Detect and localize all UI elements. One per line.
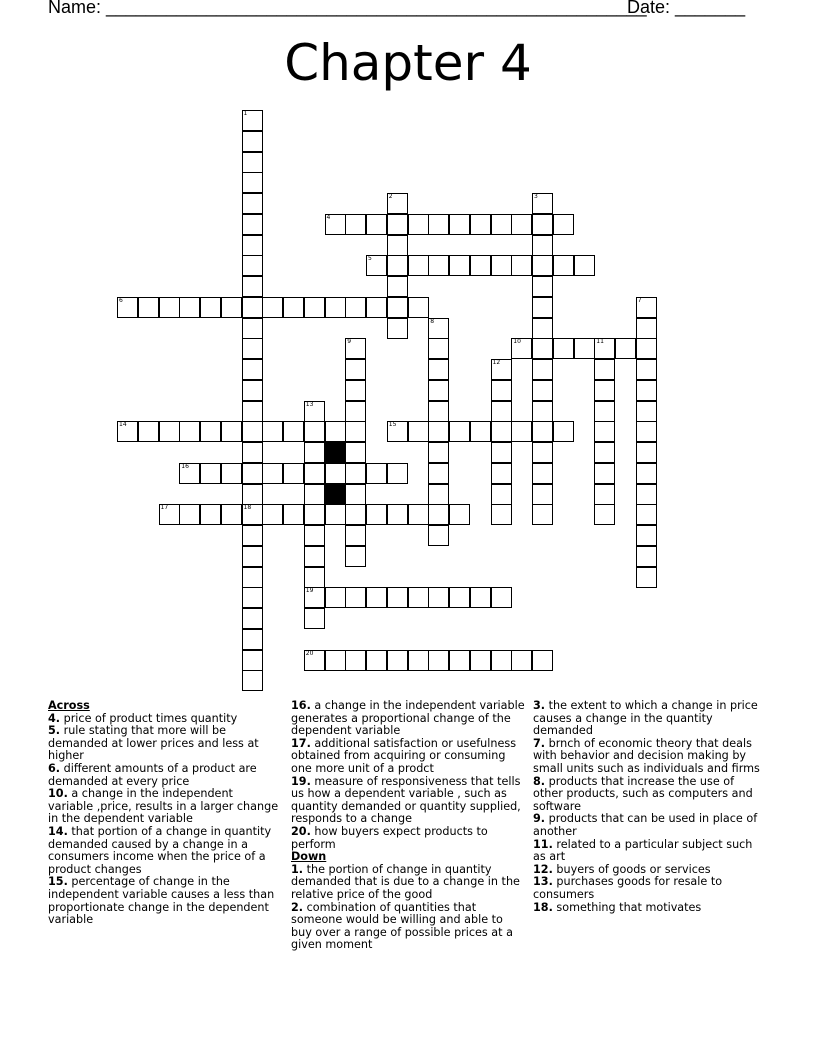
grid-cell[interactable] (532, 421, 553, 442)
grid-cell[interactable] (345, 401, 366, 422)
grid-cell[interactable] (200, 463, 221, 484)
grid-cell[interactable] (304, 297, 325, 318)
clue-across-5: 5. rule stating that more will be demanded at lower prices and less at higher (48, 724, 259, 763)
grid-cell[interactable] (594, 401, 615, 422)
grid-cell[interactable] (387, 255, 408, 276)
grid-cell[interactable] (304, 650, 325, 671)
grid-cell[interactable] (636, 380, 657, 401)
grid-cell[interactable] (242, 567, 263, 588)
grid-cell[interactable] (636, 359, 657, 380)
grid-cell[interactable] (221, 463, 242, 484)
grid-cell[interactable] (304, 546, 325, 567)
grid-cell[interactable] (242, 442, 263, 463)
clue-number: 15 (388, 421, 397, 429)
clue-across-17: 17. additional satisfaction or usefulness obtained from acquiring or consuming one more unit of a prodct (291, 736, 517, 775)
grid-cell[interactable] (345, 297, 366, 318)
black-cell (325, 484, 346, 505)
grid-cell[interactable] (242, 152, 263, 173)
grid-cell[interactable] (594, 421, 615, 442)
grid-cell[interactable] (428, 318, 449, 339)
grid-cell[interactable] (408, 504, 429, 525)
grid-cell[interactable] (428, 525, 449, 546)
clue-down-12: 12. buyers of goods or services (533, 862, 711, 876)
clue-number: 13 (305, 400, 314, 408)
grid-cell[interactable] (159, 297, 180, 318)
grid-cell[interactable] (242, 546, 263, 567)
grid-cell[interactable] (242, 587, 263, 608)
grid-cell[interactable] (532, 235, 553, 256)
grid-cell[interactable] (636, 442, 657, 463)
grid-cell[interactable] (553, 421, 574, 442)
grid-cell[interactable] (325, 504, 346, 525)
grid-cell[interactable] (470, 255, 491, 276)
clue-number: 17 (160, 504, 169, 512)
grid-cell[interactable] (242, 401, 263, 422)
grid-cell[interactable] (345, 442, 366, 463)
grid-cell[interactable] (491, 421, 512, 442)
grid-cell[interactable] (242, 214, 263, 235)
grid-cell[interactable] (511, 650, 532, 671)
grid-cell[interactable] (159, 504, 180, 525)
grid-cell[interactable] (304, 463, 325, 484)
clue-down-2: 2. combination of quantities that someone would be willing and able to buy over a range of possible prices at a given moment (291, 900, 513, 952)
grid-cell[interactable] (242, 276, 263, 297)
grid-cell[interactable] (532, 401, 553, 422)
grid-cell[interactable] (491, 359, 512, 380)
grid-cell[interactable] (345, 587, 366, 608)
grid-cell[interactable] (345, 650, 366, 671)
grid-cell[interactable] (345, 338, 366, 359)
clue-number: 18 (243, 504, 252, 512)
grid-cell[interactable] (304, 484, 325, 505)
grid-cell[interactable] (242, 338, 263, 359)
grid-cell[interactable] (283, 297, 304, 318)
grid-cell[interactable] (428, 214, 449, 235)
grid-cell[interactable] (532, 338, 553, 359)
grid-cell[interactable] (532, 463, 553, 484)
down-heading: Down (291, 850, 327, 864)
grid-cell[interactable] (179, 421, 200, 442)
grid-cell[interactable] (408, 214, 429, 235)
grid-cell[interactable] (304, 567, 325, 588)
grid-cell[interactable] (491, 255, 512, 276)
grid-cell[interactable] (304, 587, 325, 608)
grid-cell[interactable] (242, 629, 263, 650)
grid-cell[interactable] (345, 463, 366, 484)
grid-cell[interactable] (574, 255, 595, 276)
clue-down-1: 1. the portion of change in quantity demanded that is due to a change in the relative price of the good (291, 862, 520, 901)
clue-number: 9 (347, 338, 352, 346)
grid-cell[interactable] (449, 504, 470, 525)
grid-cell[interactable] (221, 504, 242, 525)
grid-cell[interactable] (532, 214, 553, 235)
grid-cell[interactable] (345, 359, 366, 380)
grid-cell[interactable] (553, 214, 574, 235)
grid-cell[interactable] (470, 421, 491, 442)
grid-cell[interactable] (325, 297, 346, 318)
grid-cell[interactable] (366, 214, 387, 235)
grid-cell[interactable] (325, 463, 346, 484)
grid-cell[interactable] (532, 650, 553, 671)
grid-cell[interactable] (304, 608, 325, 629)
grid-cell[interactable] (636, 504, 657, 525)
grid-cell[interactable] (179, 297, 200, 318)
clue-down-7: 7. brnch of economic theory that deals with behavior and decision making by small units such as individuals and firms (533, 736, 760, 775)
clue-number: 16 (181, 462, 189, 470)
grid-cell[interactable] (179, 463, 200, 484)
grid-cell[interactable] (304, 504, 325, 525)
grid-cell[interactable] (387, 587, 408, 608)
grid-cell[interactable] (200, 297, 221, 318)
grid-cell[interactable] (553, 255, 574, 276)
grid-cell[interactable] (387, 276, 408, 297)
grid-cell[interactable] (387, 650, 408, 671)
across-heading: Across (48, 699, 90, 712)
clue-number: 10 (513, 338, 521, 346)
grid-cell[interactable] (408, 255, 429, 276)
grid-cell[interactable] (594, 359, 615, 380)
grid-cell[interactable] (345, 214, 366, 235)
grid-cell[interactable] (242, 359, 263, 380)
grid-cell[interactable] (242, 650, 263, 671)
grid-cell[interactable] (345, 504, 366, 525)
grid-cell[interactable] (408, 421, 429, 442)
clue-number: 3 (534, 193, 538, 200)
grid-cell[interactable] (242, 670, 263, 691)
grid-cell[interactable] (428, 504, 449, 525)
clue-number: 4 (326, 213, 331, 221)
clues-column-1 (48, 700, 280, 927)
grid-cell[interactable] (304, 421, 325, 442)
grid-cell[interactable] (594, 380, 615, 401)
grid-cell[interactable] (366, 297, 387, 318)
name-field[interactable]: Name: ______________________________________________________ (48, 0, 647, 17)
grid-cell[interactable] (262, 421, 283, 442)
grid-cell[interactable] (491, 401, 512, 422)
clues-column-3 (533, 700, 765, 914)
grid-cell[interactable] (138, 297, 159, 318)
grid-cell[interactable] (532, 193, 553, 214)
grid-cell[interactable] (117, 297, 138, 318)
grid-cell[interactable] (636, 546, 657, 567)
grid-cell[interactable] (387, 421, 408, 442)
grid-cell[interactable] (428, 401, 449, 422)
grid-cell[interactable] (242, 463, 263, 484)
grid-cell[interactable] (428, 484, 449, 505)
grid-cell[interactable] (387, 214, 408, 235)
grid-cell[interactable] (242, 110, 263, 131)
grid-cell[interactable] (636, 401, 657, 422)
grid-cell[interactable] (242, 193, 263, 214)
grid-cell[interactable] (262, 504, 283, 525)
clue-across-15: 15. percentage of change in the independent variable causes a less than proportionate change in the dependent variable (48, 875, 275, 927)
grid-cell[interactable] (636, 421, 657, 442)
grid-cell[interactable] (345, 380, 366, 401)
grid-cell[interactable] (491, 463, 512, 484)
grid-cell[interactable] (304, 401, 325, 422)
grid-cell[interactable] (242, 525, 263, 546)
grid-cell[interactable] (387, 297, 408, 318)
grid-cell[interactable] (636, 567, 657, 588)
grid-cell[interactable] (428, 442, 449, 463)
grid-cell[interactable] (491, 504, 512, 525)
grid-cell[interactable] (449, 214, 470, 235)
grid-cell[interactable] (117, 421, 138, 442)
clue-number: 14 (119, 421, 127, 429)
clue-down-11: 11. related to a particular subject such as art (533, 837, 753, 864)
clue-across-14: 14. that portion of a change in quantity demanded caused by a change in a consumers income when the price of a product changes (48, 824, 272, 876)
grid-cell[interactable] (262, 463, 283, 484)
clue-number: 1 (243, 110, 248, 117)
grid-cell[interactable] (511, 338, 532, 359)
black-cell (325, 442, 346, 463)
clue-down-18: 18. something that motivates (533, 900, 702, 914)
grid-cell[interactable] (242, 235, 263, 256)
grid-cell[interactable] (179, 504, 200, 525)
grid-cell[interactable] (366, 504, 387, 525)
grid-cell[interactable] (242, 504, 263, 525)
grid-cell[interactable] (636, 484, 657, 505)
grid-cell[interactable] (242, 172, 263, 193)
grid-cell[interactable] (594, 442, 615, 463)
grid-cell[interactable] (470, 587, 491, 608)
grid-cell[interactable] (242, 255, 263, 276)
grid-cell[interactable] (511, 214, 532, 235)
grid-cell[interactable] (428, 255, 449, 276)
grid-cell[interactable] (532, 504, 553, 525)
grid-cell[interactable] (345, 484, 366, 505)
grid-cell[interactable] (636, 525, 657, 546)
grid-cell[interactable] (325, 587, 346, 608)
grid-cell[interactable] (636, 297, 657, 318)
clue-across-6: 6. different amounts of a product are demanded at every price (48, 761, 257, 788)
grid-cell[interactable] (366, 255, 387, 276)
grid-cell[interactable] (532, 255, 553, 276)
grid-cell[interactable] (532, 318, 553, 339)
grid-cell[interactable] (366, 587, 387, 608)
clue-down-8: 8. products that increase the use of other products, such as computers and software (533, 774, 753, 813)
grid-cell[interactable] (491, 214, 512, 235)
clue-number: 8 (430, 317, 435, 325)
clue-down-9: 9. products that can be used in place of another (533, 812, 758, 838)
grid-cell[interactable] (428, 650, 449, 671)
grid-cell[interactable] (283, 421, 304, 442)
grid-cell[interactable] (325, 421, 346, 442)
grid-cell[interactable] (242, 131, 263, 152)
grid-cell[interactable] (242, 484, 263, 505)
clue-across-20: 20. how buyers expect products to perform (291, 824, 488, 851)
grid-cell[interactable] (138, 421, 159, 442)
clue-number: 7 (637, 296, 642, 304)
grid-cell[interactable] (283, 504, 304, 525)
grid-cell[interactable] (221, 421, 242, 442)
grid-cell[interactable] (449, 587, 470, 608)
grid-cell[interactable] (470, 214, 491, 235)
grid-cell[interactable] (387, 504, 408, 525)
clue-number: 12 (492, 359, 501, 366)
grid-cell[interactable] (387, 463, 408, 484)
grid-cell[interactable] (532, 359, 553, 380)
grid-cell[interactable] (449, 650, 470, 671)
grid-cell[interactable] (615, 338, 636, 359)
grid-cell[interactable] (491, 442, 512, 463)
grid-cell[interactable] (408, 587, 429, 608)
clues-column-2 (291, 700, 527, 952)
grid-cell[interactable] (242, 297, 263, 318)
grid-cell[interactable] (304, 442, 325, 463)
grid-cell[interactable] (200, 504, 221, 525)
grid-cell[interactable] (408, 650, 429, 671)
grid-cell[interactable] (491, 587, 512, 608)
grid-cell[interactable] (449, 255, 470, 276)
clue-number: 2 (388, 193, 393, 200)
grid-cell[interactable] (200, 421, 221, 442)
clue-number: 5 (368, 255, 372, 263)
grid-cell[interactable] (387, 193, 408, 214)
clue-across-10: 10. a change in the independent variable ,price, results in a larger change in the dependent variable (48, 787, 279, 826)
grid-cell[interactable] (470, 650, 491, 671)
grid-cell[interactable] (532, 276, 553, 297)
grid-cell[interactable] (532, 380, 553, 401)
grid-cell[interactable] (262, 297, 283, 318)
grid-cell[interactable] (553, 338, 574, 359)
grid-cell[interactable] (491, 650, 512, 671)
grid-cell[interactable] (491, 380, 512, 401)
grid-cell[interactable] (594, 463, 615, 484)
grid-cell[interactable] (511, 255, 532, 276)
grid-cell[interactable] (366, 463, 387, 484)
grid-cell[interactable] (221, 297, 242, 318)
grid-cell[interactable] (428, 421, 449, 442)
grid-cell[interactable] (159, 421, 180, 442)
clue-number: 6 (119, 296, 123, 304)
date-field[interactable]: Date: _______ (627, 0, 746, 17)
grid-cell[interactable] (594, 338, 615, 359)
grid-cell[interactable] (532, 484, 553, 505)
page-title: Chapter 4 (284, 34, 532, 92)
grid-cell[interactable] (345, 421, 366, 442)
grid-cell[interactable] (242, 421, 263, 442)
clue-across-19: 19. measure of responsiveness that tells us how a dependent variable , such as quantity demanded or quantity supplied, responds to a change (291, 774, 521, 826)
clue-number: 19 (305, 587, 314, 595)
grid-cell[interactable] (491, 484, 512, 505)
grid-cell[interactable] (428, 338, 449, 359)
grid-cell[interactable] (325, 214, 346, 235)
grid-cell[interactable] (283, 463, 304, 484)
grid-cell[interactable] (511, 421, 532, 442)
grid-cell[interactable] (574, 338, 595, 359)
grid-cell[interactable] (325, 650, 346, 671)
grid-cell[interactable] (636, 463, 657, 484)
grid-cell[interactable] (387, 318, 408, 339)
grid-cell[interactable] (428, 587, 449, 608)
clue-across-4: 4. price of product times quantity (48, 711, 238, 725)
grid-cell[interactable] (532, 297, 553, 318)
grid-cell[interactable] (345, 546, 366, 567)
grid-cell[interactable] (428, 463, 449, 484)
grid-cell[interactable] (594, 504, 615, 525)
grid-cell[interactable] (345, 525, 366, 546)
grid-cell[interactable] (636, 318, 657, 339)
grid-cell[interactable] (449, 421, 470, 442)
clue-down-3: 3. the extent to which a change in price causes a change in the quantity demanded (533, 699, 758, 738)
grid-cell[interactable] (242, 318, 263, 339)
grid-cell[interactable] (428, 359, 449, 380)
grid-cell[interactable] (366, 650, 387, 671)
clue-down-13: 13. purchases goods for resale to consumers (533, 875, 723, 901)
grid-cell[interactable] (242, 380, 263, 401)
grid-cell[interactable] (304, 525, 325, 546)
clue-number: 11 (596, 338, 604, 346)
clue-number: 20 (305, 649, 314, 657)
clue-across-16: 16. a change in the independent variable generates a proportional change of the dependent variable (291, 699, 525, 738)
grid-cell[interactable] (636, 338, 657, 359)
grid-cell[interactable] (532, 442, 553, 463)
grid-cell[interactable] (594, 484, 615, 505)
grid-cell[interactable] (387, 235, 408, 256)
grid-cell[interactable] (408, 297, 429, 318)
grid-cell[interactable] (242, 608, 263, 629)
grid-cell[interactable] (428, 380, 449, 401)
